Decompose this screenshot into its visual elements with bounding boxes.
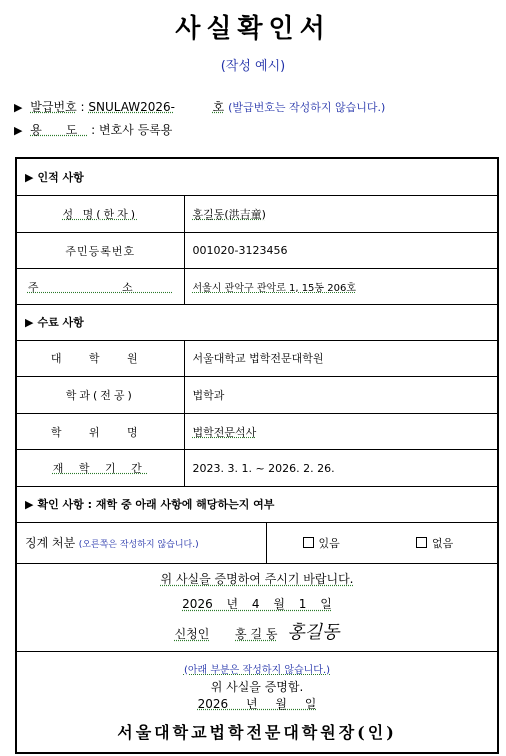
degree-label: 학 위 명 xyxy=(16,413,184,450)
name-label: 성 명(한자) xyxy=(16,196,184,233)
discipline-label-cell xyxy=(16,522,266,564)
purpose-value: 변호사 등록용 xyxy=(98,123,173,137)
applicant-label: 신청인 xyxy=(174,627,210,642)
address-label: 주 소 xyxy=(16,269,184,305)
issue-number-value: SNULAW2026- xyxy=(88,100,175,114)
arrow-right-icon: ▶ xyxy=(25,316,34,330)
section-personal xyxy=(16,158,498,196)
section-personal-title: 인적 사항 xyxy=(37,171,84,185)
discipline-options xyxy=(266,522,498,564)
arrow-right-icon: ▶ xyxy=(25,171,34,185)
option-no[interactable]: 없음 xyxy=(416,537,453,550)
issue-number-note: (발급번호는 작성하지 않습니다.) xyxy=(228,101,386,114)
request-block xyxy=(16,564,498,651)
option-yes[interactable]: 있음 xyxy=(275,535,413,551)
id-number-value[interactable]: 001020-3123456 xyxy=(184,232,498,269)
purpose-row: ▶ 용 도 : 변호사 등록용 xyxy=(14,123,173,137)
arrow-right-icon: ▶ xyxy=(14,124,23,137)
enrollment-period-label: 재 학 기 간 xyxy=(16,450,184,487)
discipline-note: (오른쪽은 작성하지 않습니다.) xyxy=(78,540,199,551)
checkbox-icon[interactable] xyxy=(416,537,427,548)
document-title: 사실확인서 xyxy=(175,14,331,44)
request-date: 2026 년 4 월 1 일 xyxy=(182,597,332,612)
section-confirmation-title: 확인 사항 : 재학 중 아래 사항에 해당하는지 여부 xyxy=(37,498,275,512)
name-value[interactable]: 홍길동(洪吉童) xyxy=(184,196,498,233)
graduate-school-value[interactable]: 서울대학교 법학전문대학원 xyxy=(184,340,498,377)
purpose-label: 용 도 xyxy=(30,123,88,137)
applicant-row xyxy=(25,618,489,644)
applicant-name: 홍 길 동 xyxy=(235,627,278,642)
certify-block xyxy=(16,651,498,753)
document-subtitle: (작성 예시) xyxy=(220,59,286,74)
graduate-school-label: 대 학 원 xyxy=(16,340,184,377)
issue-number-row: ▶ 발급번호 : SNULAW2026- 호 (발급번호는 작성하지 않습니다.) xyxy=(14,100,386,114)
section-completion-title: 수료 사항 xyxy=(37,316,84,330)
certify-date: 2026 년 월 일 xyxy=(197,696,317,711)
arrow-right-icon: ▶ xyxy=(14,101,23,114)
certify-note: (아래 부분은 작성하지 않습니다.) xyxy=(183,664,331,676)
department-label: 학과(전공) xyxy=(16,377,184,414)
certificate-form xyxy=(15,157,499,754)
department-value[interactable]: 법학과 xyxy=(184,377,498,414)
id-number-label: 주민등록번호 xyxy=(16,232,184,269)
issue-number-label: 발급번호 xyxy=(30,100,77,114)
issue-number-suffix: 호 xyxy=(212,100,225,114)
applicant-signature: 홍길동 xyxy=(287,622,340,644)
address-value[interactable]: 서울시 관악구 관악로 1, 15동 206호 xyxy=(184,269,498,305)
degree-value[interactable]: 법학전문석사 xyxy=(184,413,498,450)
issuer-name: 서울대학교법학전문대학원장(인) xyxy=(117,722,397,742)
certify-statement: 위 사실을 증명함. xyxy=(210,679,304,694)
checkbox-icon[interactable] xyxy=(303,537,314,548)
arrow-right-icon: ▶ xyxy=(25,498,34,512)
enrollment-period-value[interactable]: 2023. 3. 1. ~ 2026. 2. 26. xyxy=(184,450,498,487)
section-completion xyxy=(16,304,498,340)
request-statement: 위 사실을 증명하여 주시기 바랍니다. xyxy=(160,572,354,587)
discipline-label: 징계 처분 xyxy=(25,536,76,551)
section-confirmation xyxy=(16,486,498,522)
